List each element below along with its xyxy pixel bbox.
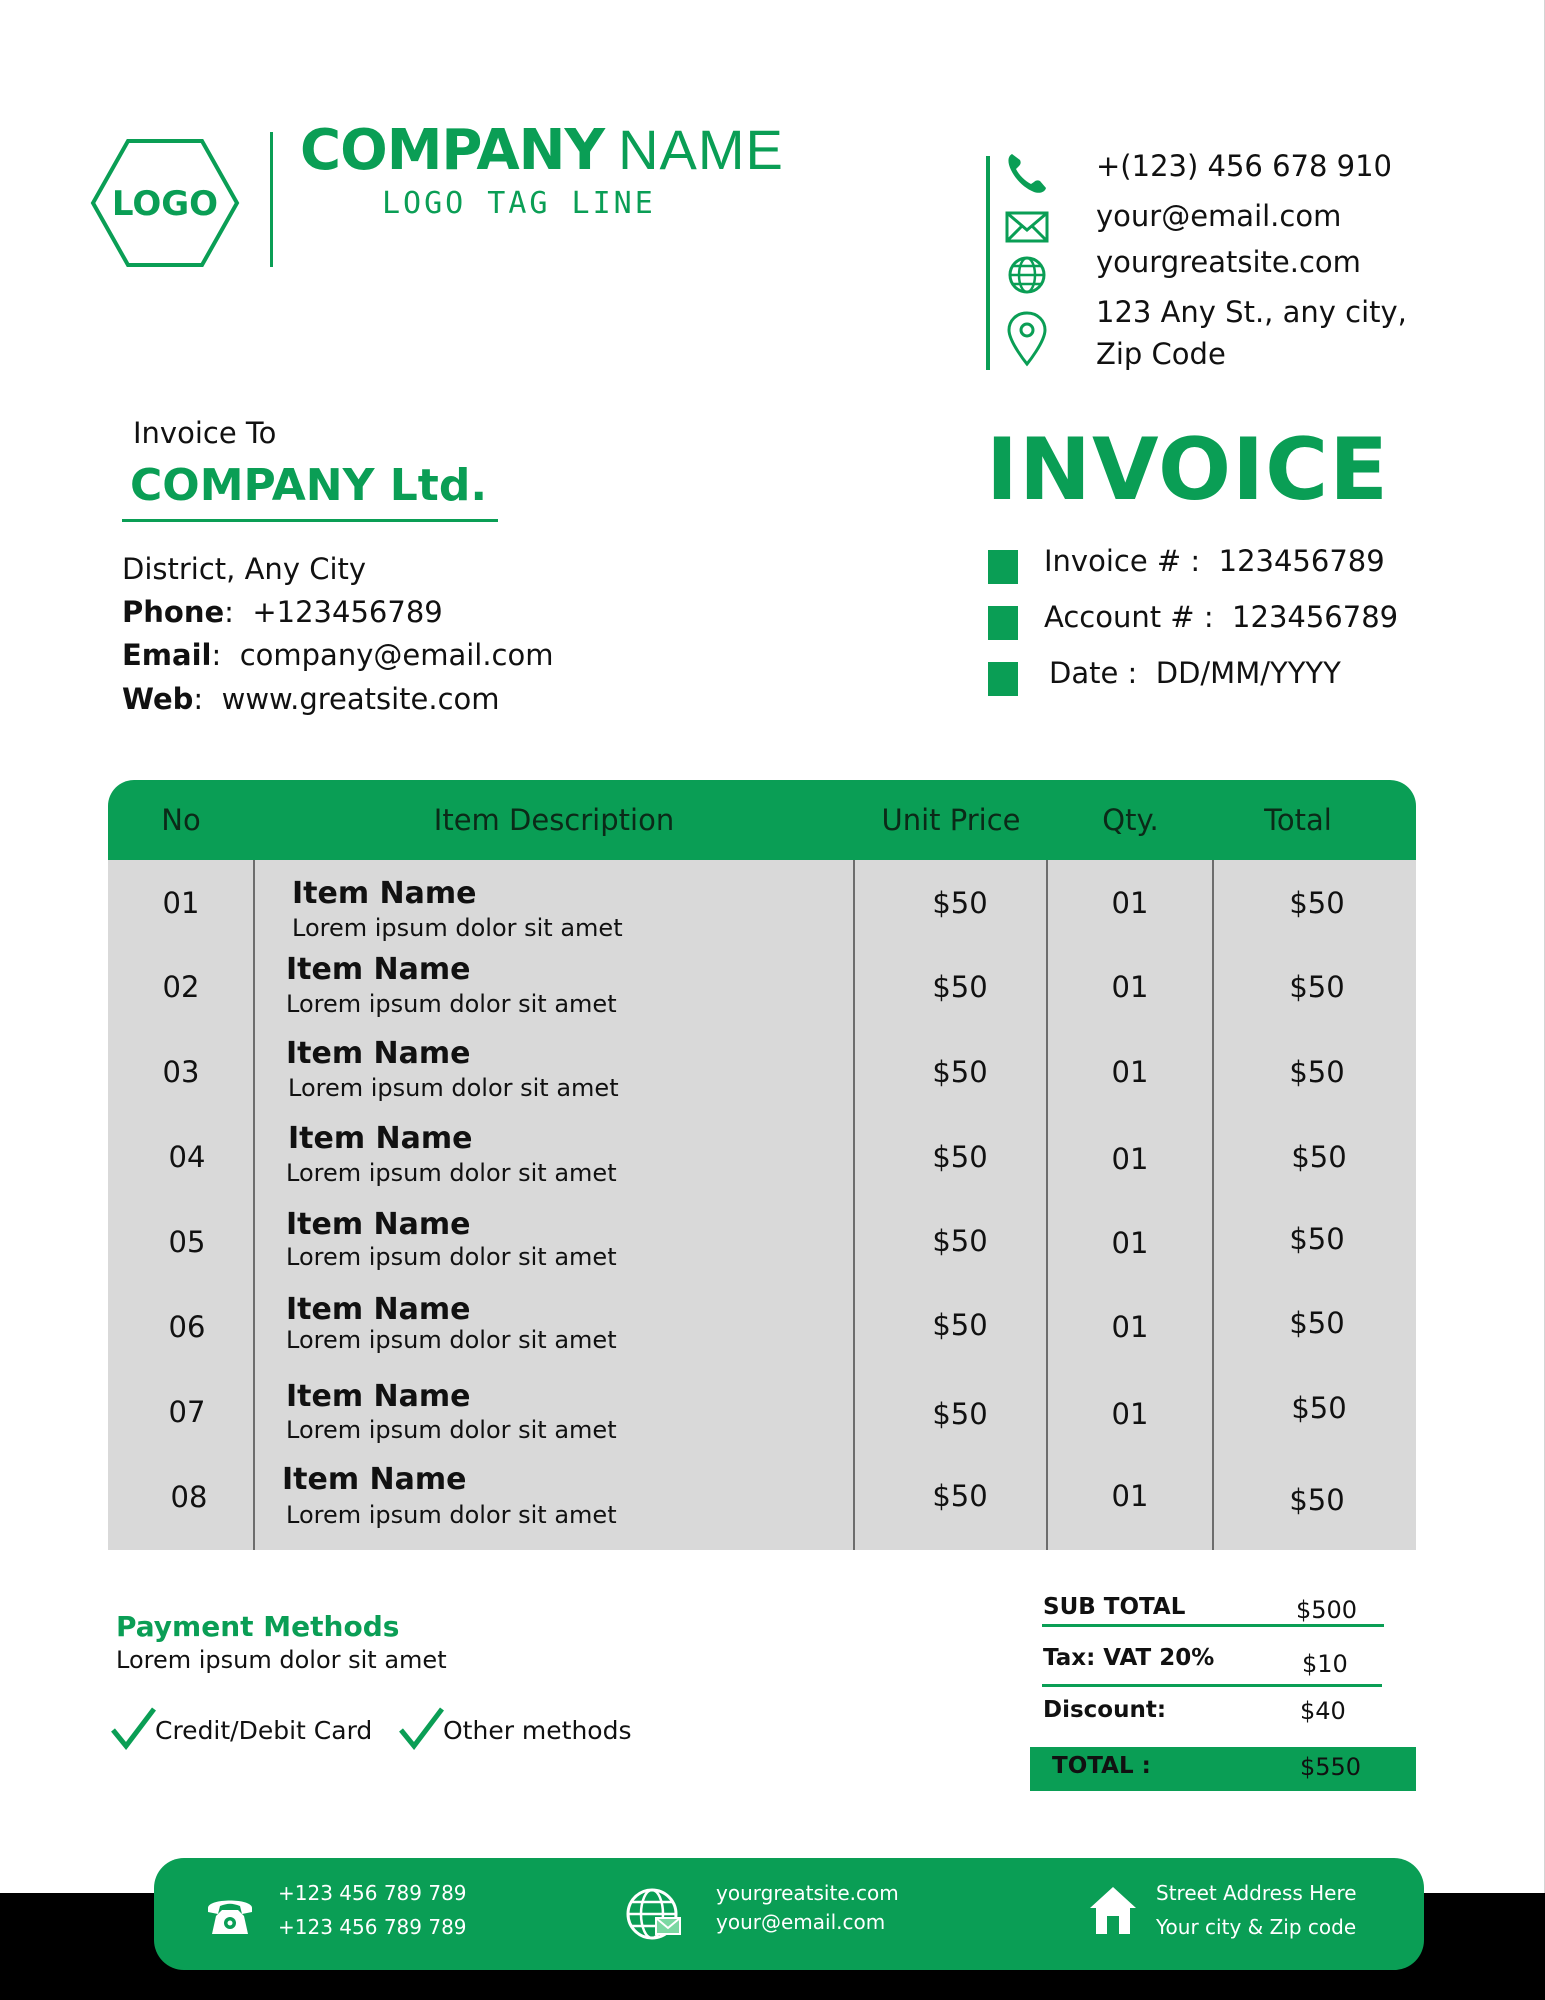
payment-method-other: Other methods [443, 1716, 632, 1745]
payment-methods-title: Payment Methods [116, 1610, 400, 1643]
row-unit-price: $50 [932, 1055, 988, 1089]
row-item-desc: Lorem ipsum dolor sit amet [288, 1074, 619, 1102]
grand-total-value: $550 [1300, 1753, 1362, 1781]
telephone-icon [204, 1888, 256, 1940]
row-unit-price: $50 [932, 1479, 988, 1513]
payment-methods-desc: Lorem ipsum dolor sit amet [116, 1646, 447, 1674]
grand-total-label: TOTAL : [1052, 1753, 1151, 1779]
row-qty: 01 [1111, 1479, 1149, 1513]
column-divider [853, 860, 855, 1550]
row-item-name: Item Name [288, 1121, 473, 1156]
contact-bar [986, 156, 990, 370]
account-number [1044, 600, 1398, 634]
location-pin-icon [1004, 310, 1050, 370]
client-company-name: COMPANY Ltd. [130, 460, 488, 511]
row-total: $50 [1289, 1222, 1345, 1256]
client-web-value: www.greatsite.com [221, 682, 500, 716]
header-item-description: Item Description [433, 803, 675, 837]
row-item-name: Item Name [286, 1379, 471, 1414]
row-item-desc: Lorem ipsum dolor sit amet [286, 1501, 617, 1529]
header-unit-price: Unit Price [881, 803, 1021, 837]
tax-rule [1042, 1684, 1382, 1687]
checkmark-icon [110, 1706, 156, 1750]
logo-tagline: LOGO TAG LINE [382, 186, 656, 221]
table-header [108, 780, 1416, 860]
client-email-label: Email [122, 638, 212, 672]
company-name [300, 118, 784, 183]
invoice-to-label: Invoice To [133, 416, 277, 450]
row-no: 02 [162, 970, 200, 1004]
home-icon [1088, 1884, 1138, 1936]
invoice-number-marker [988, 550, 1018, 584]
tax-value: $10 [1302, 1650, 1348, 1678]
contact-phone[interactable]: +(123) 456 678 910 [1096, 149, 1392, 183]
header-qty: Qty. [1102, 803, 1159, 837]
row-qty: 01 [1111, 970, 1149, 1004]
row-qty: 01 [1111, 886, 1149, 920]
tax-label: Tax: VAT 20% [1043, 1645, 1215, 1671]
header-no: No [161, 803, 201, 837]
subtotal-label: SUB TOTAL [1043, 1594, 1186, 1620]
row-item-name: Item Name [286, 1036, 471, 1071]
client-phone: Phone: +123456789 [122, 595, 443, 629]
payment-method-card: Credit/Debit Card [155, 1716, 373, 1745]
row-no: 04 [168, 1140, 206, 1174]
logo-divider [270, 132, 273, 267]
row-item-name: Item Name [282, 1462, 467, 1497]
row-unit-price: $50 [932, 1308, 988, 1342]
row-unit-price: $50 [932, 1140, 988, 1174]
client-district: District, Any City [122, 552, 367, 586]
row-item-name: Item Name [292, 876, 477, 911]
row-total: $50 [1289, 1055, 1345, 1089]
row-item-name: Item Name [286, 1207, 471, 1242]
header-total: Total [1264, 803, 1332, 837]
row-total: $50 [1289, 970, 1345, 1004]
footer-email[interactable]: your@email.com [716, 1910, 886, 1934]
company-name-light: NAME [618, 118, 784, 181]
row-no: 08 [170, 1480, 208, 1514]
phone-icon [1004, 150, 1050, 196]
row-item-name: Item Name [286, 1292, 471, 1327]
column-divider [1046, 860, 1048, 1550]
footer-address-2: Your city & Zip code [1156, 1915, 1357, 1939]
footer-phone-1[interactable]: +123 456 789 789 [278, 1881, 467, 1905]
globe-mail-icon [624, 1886, 684, 1942]
row-no: 07 [168, 1395, 206, 1429]
contact-address-line2: Zip Code [1096, 337, 1226, 371]
subtotal-value: $500 [1296, 1596, 1358, 1624]
account-number-value: 123456789 [1232, 600, 1399, 634]
globe-icon [1004, 252, 1050, 298]
row-no: 03 [162, 1055, 200, 1089]
client-email: Email: company@email.com [122, 638, 554, 672]
row-item-desc: Lorem ipsum dolor sit amet [286, 990, 617, 1018]
client-email-value: company@email.com [239, 638, 554, 672]
contact-website[interactable]: yourgreatsite.com [1096, 245, 1361, 279]
row-item-name: Item Name [286, 952, 471, 987]
invoice-number-label: Invoice # : [1044, 544, 1201, 578]
row-total: $50 [1289, 1483, 1345, 1517]
invoice-number-value: 123456789 [1218, 544, 1385, 578]
date-marker [988, 662, 1018, 696]
row-qty: 01 [1111, 1055, 1149, 1089]
client-phone-label: Phone [122, 595, 225, 629]
row-no: 01 [162, 886, 200, 920]
row-item-desc: Lorem ipsum dolor sit amet [292, 914, 623, 942]
row-total: $50 [1289, 886, 1345, 920]
row-unit-price: $50 [932, 1224, 988, 1258]
row-no: 05 [168, 1225, 206, 1259]
row-item-desc: Lorem ipsum dolor sit amet [286, 1326, 617, 1354]
invoice-date [1049, 656, 1341, 690]
discount-label: Discount: [1043, 1697, 1167, 1723]
logo-text: LOGO [111, 184, 219, 224]
contact-email[interactable]: your@email.com [1096, 199, 1342, 233]
row-unit-price: $50 [932, 970, 988, 1004]
row-item-desc: Lorem ipsum dolor sit amet [286, 1243, 617, 1271]
discount-value: $40 [1300, 1697, 1346, 1725]
client-web: Web: www.greatsite.com [122, 682, 500, 716]
client-underline [122, 519, 498, 522]
contact-address-line1: 123 Any St., any city, [1096, 295, 1407, 329]
footer-website[interactable]: yourgreatsite.com [716, 1881, 899, 1905]
invoice-date-value: DD/MM/YYYY [1155, 656, 1341, 690]
checkmark-icon [398, 1706, 444, 1750]
row-total: $50 [1291, 1391, 1347, 1425]
logo-hexagon-icon [90, 138, 240, 268]
column-divider [1212, 860, 1214, 1550]
row-item-desc: Lorem ipsum dolor sit amet [286, 1416, 617, 1444]
row-no: 06 [168, 1310, 206, 1344]
invoice-title: INVOICE [986, 420, 1389, 520]
footer-address-1: Street Address Here [1156, 1881, 1357, 1905]
column-divider [253, 860, 255, 1550]
row-qty: 01 [1111, 1310, 1149, 1344]
email-icon [1004, 204, 1050, 250]
account-number-marker [988, 606, 1018, 640]
invoice-date-label: Date : [1049, 656, 1138, 690]
subtotal-rule [1042, 1624, 1384, 1627]
company-name-bold: COMPANY [300, 118, 605, 183]
footer-phone-2[interactable]: +123 456 789 789 [278, 1915, 467, 1939]
row-item-desc: Lorem ipsum dolor sit amet [286, 1159, 617, 1187]
row-total: $50 [1291, 1140, 1347, 1174]
row-unit-price: $50 [932, 1397, 988, 1431]
row-unit-price: $50 [932, 886, 988, 920]
row-qty: 01 [1111, 1142, 1149, 1176]
row-total: $50 [1289, 1306, 1345, 1340]
row-qty: 01 [1111, 1397, 1149, 1431]
invoice-number [1044, 544, 1385, 578]
account-number-label: Account # : [1044, 600, 1214, 634]
client-web-label: Web [122, 682, 194, 716]
client-phone-value: +123456789 [252, 595, 443, 629]
row-qty: 01 [1111, 1226, 1149, 1260]
